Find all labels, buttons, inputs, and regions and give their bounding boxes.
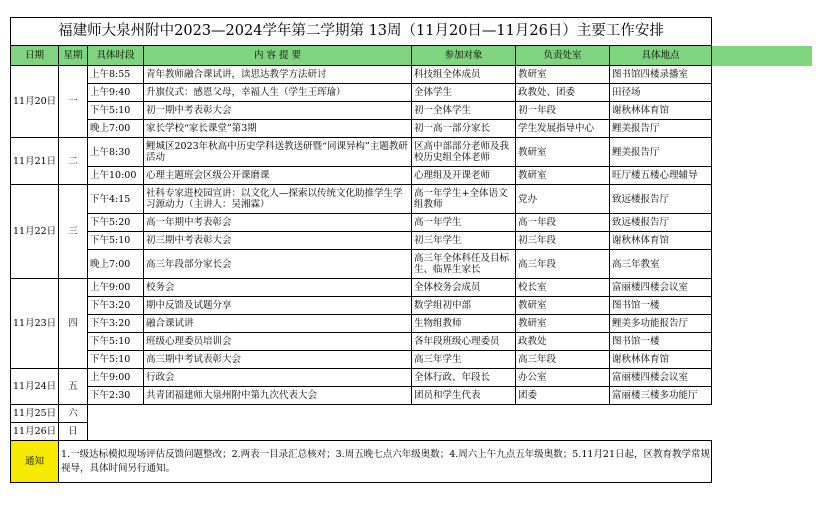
header-location: 具体地点 [610,46,712,66]
office-cell: 教研室 [516,167,610,185]
content-cell: 鲤城区2023年秋高中历史学科送教送研暨“同课异构”主题教研活动 [144,138,412,167]
participants-cell: 高一年学生+全体语文组教师 [412,185,516,214]
content-cell: 高三期中考试表彰大会 [144,351,412,369]
office-cell: 教研室 [516,138,610,167]
office-cell: 高三年段 [516,351,610,369]
location-cell: 图书馆一楼 [610,297,712,315]
date-cell: 11月26日 [11,423,59,441]
location-cell: 图书馆一楼 [610,333,712,351]
time-cell: 上午9:40 [88,84,144,102]
table-row [11,315,812,333]
office-cell: 办公室 [516,369,610,387]
time-cell: 上午9:00 [88,369,144,387]
participants-cell: 全体行政、年段长 [412,369,516,387]
office-cell: 校长室 [516,279,610,297]
time-cell: 下午5:10 [88,232,144,250]
participants-cell: 团员和学生代表 [412,387,516,405]
table-row [11,297,812,315]
table-row [11,405,812,423]
location-cell: 鲤美报告厅 [610,120,712,138]
content-cell: 期中反馈及试题分享 [144,297,412,315]
office-cell: 教研室 [516,66,610,84]
participants-cell: 区高中部部分老师及我校历史组全体老师 [412,138,516,167]
location-cell: 致远楼报告厅 [610,214,712,232]
schedule-sheet [10,17,812,483]
header-office: 负责处室 [516,46,610,66]
content-cell: 初一期中考表彰大会 [144,102,412,120]
participants-cell: 高三年学生 [412,351,516,369]
content-cell: 升旗仪式：感恩父母，幸福人生（学生王珲瑜） [144,84,412,102]
notice-label: 通知 [11,441,59,483]
time-cell: 上午8:30 [88,138,144,167]
date-cell: 11月22日 [11,185,59,279]
time-cell: 上午9:00 [88,279,144,297]
header-row [11,46,812,66]
time-cell: 上午10:00 [88,167,144,185]
location-cell: 富丽楼四楼会议室 [610,279,712,297]
location-cell: 谢秋林体育馆 [610,351,712,369]
office-cell: 教研室 [516,315,610,333]
table-row [11,351,812,369]
table-row [11,167,812,185]
content-cell: 社科专家进校园宣讲：以文化人—探索以传统文化助推学生学习源动力（主讲人：吴湘霖） [144,185,412,214]
location-cell: 富丽楼三楼多功能厅 [610,387,712,405]
table-row [11,333,812,351]
location-cell: 旺厅楼五楼心理辅导 [610,167,712,185]
location-cell: 谢秋林体育馆 [610,232,712,250]
date-cell: 11月25日 [11,405,59,423]
weekday-cell: 五 [59,369,88,405]
location-cell: 鲤美报告厅 [610,138,712,167]
table-row [11,279,812,297]
weekday-cell: 三 [59,185,88,279]
participants-cell: 高一年学生 [412,214,516,232]
participants-cell: 心理组及开课老师 [412,167,516,185]
weekday-cell: 二 [59,138,88,185]
content-cell: 初三期中考表彰大会 [144,232,412,250]
location-cell: 鲤美多功能报告厅 [610,315,712,333]
schedule-table [10,17,812,483]
participants-cell: 初一高一部分家长 [412,120,516,138]
header-content: 内 容 提 要 [144,46,412,66]
date-cell: 11月21日 [11,138,59,185]
weekday-cell: 四 [59,279,88,369]
location-cell: 谢秋林体育馆 [610,102,712,120]
header-date: 日期 [11,46,59,66]
date-cell: 11月23日 [11,279,59,369]
participants-cell: 生物组教师 [412,315,516,333]
time-cell: 下午3:20 [88,315,144,333]
content-cell: 行政会 [144,369,412,387]
notice-text: 1.一级达标模拟现场评估反馈问题整改；2.两表一目录汇总核对；3.周五晚七点六年级奥数；4.周六上午九点五年级奥数；5.11月21日起，区教育教学常规视导，具体时间另行通知。 [59,441,712,483]
office-cell: 党办 [516,185,610,214]
time-cell: 上午8:55 [88,66,144,84]
content-cell: 班级心理委员培训会 [144,333,412,351]
weekday-cell: 一 [59,66,88,138]
location-cell: 高三年教室 [610,250,712,279]
time-cell: 下午5:10 [88,351,144,369]
table-row [11,369,812,387]
time-cell: 下午5:20 [88,214,144,232]
page-title: 福建师大泉州附中2023—2024学年第二学期第 13周（11月20日—11月26日）主要工作安排 [11,18,712,46]
notice-row [11,441,812,483]
office-cell: 政教处 [516,333,610,351]
participants-cell: 科技组全体成员 [412,66,516,84]
office-cell: 学生发展指导中心 [516,120,610,138]
participants-cell: 各年段班级心理委员 [412,333,516,351]
location-cell: 富丽楼四楼会议室 [610,369,712,387]
table-row [11,138,812,167]
content-cell: 融合课试讲 [144,315,412,333]
time-cell: 下午4:15 [88,185,144,214]
participants-cell: 初一全体学生 [412,102,516,120]
participants-cell: 全体学生 [412,84,516,102]
table-row [11,185,812,214]
office-cell: 高一年段 [516,214,610,232]
table-row [11,84,812,102]
date-cell: 11月20日 [11,66,59,138]
time-cell: 下午5:10 [88,333,144,351]
header-weekday: 星期 [59,46,88,66]
office-cell: 政教处、团委 [516,84,610,102]
participants-cell: 全体校务会成员 [412,279,516,297]
participants-cell: 初三年学生 [412,232,516,250]
content-cell: 家长学校“家长课堂”第3期 [144,120,412,138]
office-cell: 初三年段 [516,232,610,250]
content-cell: 校务会 [144,279,412,297]
time-cell: 晚上7:00 [88,250,144,279]
content-cell: 高一年期中考表彰会 [144,214,412,232]
date-cell: 11月24日 [11,369,59,405]
location-cell: 致远楼报告厅 [610,185,712,214]
weekday-cell: 六 [59,405,88,423]
office-cell: 高三年段 [516,250,610,279]
office-cell: 教研室 [516,297,610,315]
time-cell: 晚上7:00 [88,120,144,138]
table-row [11,102,812,120]
table-row [11,214,812,232]
table-row [11,423,812,441]
time-cell: 下午5:10 [88,102,144,120]
table-row [11,387,812,405]
participants-cell: 高三年全体科任及目标生、临界生家长 [412,250,516,279]
content-cell: 共青团福建师大泉州附中第九次代表大会 [144,387,412,405]
time-cell: 下午3:20 [88,297,144,315]
table-row [11,66,812,84]
participants-cell: 数学组初中部 [412,297,516,315]
time-cell: 下午2:30 [88,387,144,405]
table-row [11,232,812,250]
location-cell: 田径场 [610,84,712,102]
table-row [11,120,812,138]
content-cell: 高三年段部分家长会 [144,250,412,279]
office-cell: 初一年段 [516,102,610,120]
table-row [11,250,812,279]
content-cell: 青年教师融合课试讲，读思达教学方法研讨 [144,66,412,84]
location-cell: 图书馆四楼录播室 [610,66,712,84]
office-cell: 团委 [516,387,610,405]
header-time: 具体时段 [88,46,144,66]
content-cell: 心理主题班会区级公开课磨课 [144,167,412,185]
weekday-cell: 日 [59,423,88,441]
header-participants: 参加对象 [412,46,516,66]
